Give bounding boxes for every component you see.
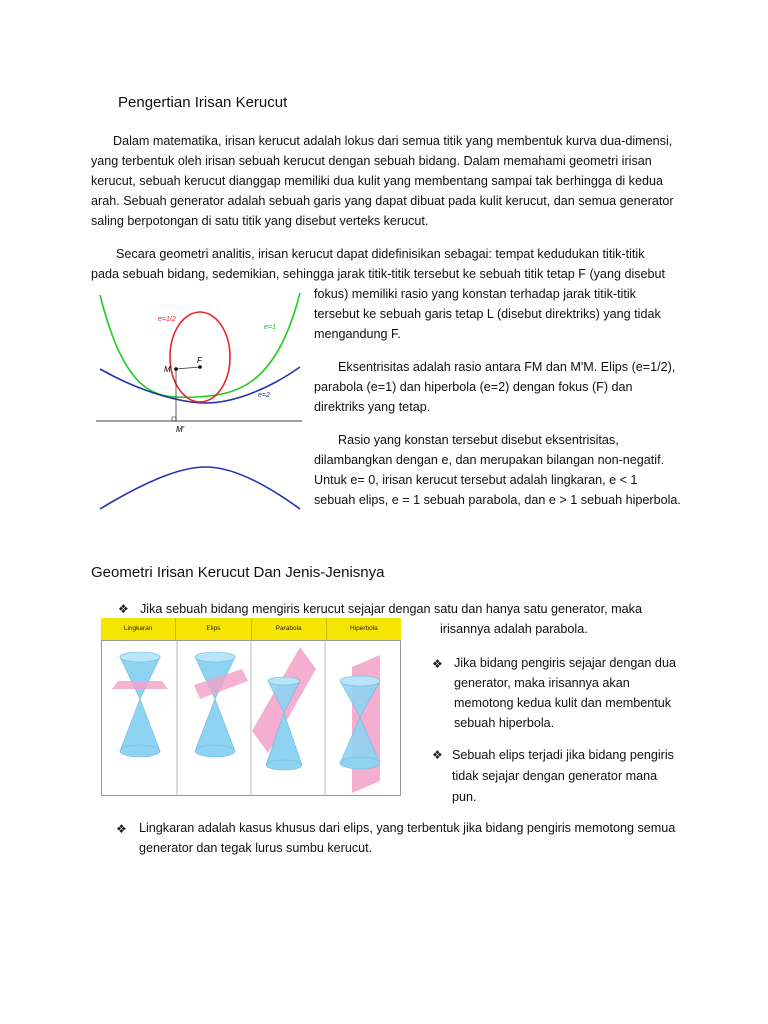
paragraph3-line: parabola (e=1) dan hiperbola (e=2) dengan fokus (F) dan bbox=[314, 380, 633, 394]
label-hyperbola: e=2 bbox=[258, 392, 270, 399]
paragraph2-line: mengandung F. bbox=[314, 327, 401, 341]
table-body bbox=[101, 640, 401, 796]
cones-illustration bbox=[102, 641, 400, 795]
bullet2-line: Jika bidang pengiris sejajar dengan dua bbox=[454, 656, 676, 670]
bullet2-line: generator, maka irisannya akan bbox=[454, 676, 630, 690]
bullet1-line: Jika sebuah bidang mengiris kerucut sejajar dengan satu dan hanya satu generator, maka bbox=[140, 602, 642, 616]
paragraph3-line: Eksentrisitas adalah rasio antara FM dan M'M. Elips (e=1/2), bbox=[338, 360, 676, 374]
bullet-marker: ❖ bbox=[432, 657, 443, 671]
label-ellipse: e=1/2 bbox=[158, 316, 176, 323]
header-hiperbola: Hiperbola bbox=[349, 625, 378, 632]
paragraph1-line: yang terbentuk oleh irisan sebuah kerucut dengan sebuah bidang. Dalam memahami geometri irisan bbox=[91, 154, 652, 168]
hyperbola-upper-branch bbox=[100, 367, 300, 403]
paragraph4-line: Rasio yang konstan tersebut disebut eksentrisitas, bbox=[338, 433, 619, 447]
paragraph4-line: Untuk e= 0, irisan kerucut tersebut adalah lingkaran, e < 1 bbox=[314, 473, 638, 487]
paragraph1-line: Dalam matematika, irisan kerucut adalah lokus dari semua titik yang membentuk kurva dua-dimensi, bbox=[113, 134, 673, 148]
label-parabola: e=1 bbox=[264, 324, 276, 331]
header-lingkaran: Lingkaran bbox=[101, 618, 176, 640]
table-header bbox=[101, 618, 401, 640]
segment-fm bbox=[176, 367, 200, 369]
conic-sections-table-figure bbox=[101, 618, 401, 798]
bullet3-line: pun. bbox=[452, 790, 477, 804]
bullet3-line: tidak sejajar dengan generator mana bbox=[452, 769, 658, 783]
focus-point bbox=[198, 365, 202, 369]
cone-parabola bbox=[252, 647, 316, 770]
label-point-m: M bbox=[164, 365, 171, 374]
bullet-marker: ❖ bbox=[432, 748, 443, 762]
cone-hyperbola bbox=[340, 655, 380, 793]
header-elips: Elips bbox=[176, 618, 251, 640]
right-angle-marker bbox=[172, 417, 176, 421]
paragraph2-line: pada sebuah bidang, sedemikian, sehingga jarak titik-titik tersebut ke sebuah titik tetap F (yang disebut bbox=[91, 267, 666, 281]
paragraph4-line: sebuah elips, e = 1 sebuah parabola, dan e > 1 sebuah hiperbola. bbox=[314, 493, 681, 507]
parabola-curve bbox=[100, 293, 300, 397]
paragraph2-line: tersebut ke sebuah garis tetap L (disebut direktriks) yang tidak bbox=[314, 307, 661, 321]
label-focus: F bbox=[197, 356, 202, 365]
paragraph1-line: arah. Sebuah generator adalah sebuah garis yang dapat dibuat pada kulit kerucut, dan semua generator bbox=[91, 194, 674, 208]
cone-circle bbox=[112, 652, 168, 757]
paragraph3-line: direktriks yang tetap. bbox=[314, 400, 431, 414]
paragraph4-line: dilambangkan dengan e, dan merupakan bilangan non-negatif. bbox=[314, 453, 665, 467]
paragraph2-line: fokus) memiliki rasio yang konstan terhadap jarak titik-titik bbox=[314, 287, 636, 301]
label-point-m-prime: M' bbox=[176, 425, 185, 434]
section-heading-pengertian: Pengertian Irisan Kerucut bbox=[118, 94, 288, 111]
hyperbola-lower-branch bbox=[100, 467, 300, 509]
bullet4-line: Lingkaran adalah kasus khusus dari elips, yang terbentuk jika bidang pengiris memotong semua bbox=[139, 821, 676, 835]
paragraph1-line: saling berpotongan di satu titik yang disebut verteks kerucut. bbox=[91, 214, 429, 228]
paragraph2-line: Secara geometri analitis, irisan kerucut dapat didefinisikan sebagai: tempat kedudukan titik-titik bbox=[116, 247, 645, 261]
bullet1-line: irisannya adalah parabola. bbox=[440, 622, 588, 636]
bullet2-line: memotong kedua kulit dan membentuk bbox=[454, 696, 672, 710]
bullet2-line: sebuah hiperbola. bbox=[454, 716, 555, 730]
bullet3-line: Sebuah elips terjadi jika bidang pengiris bbox=[452, 748, 674, 762]
bullet-marker: ❖ bbox=[118, 602, 129, 616]
header-parabola: Parabola bbox=[252, 618, 327, 640]
bullet-marker: ❖ bbox=[116, 822, 127, 836]
cone-ellipse bbox=[194, 652, 248, 757]
section-heading-geometri: Geometri Irisan Kerucut Dan Jenis-Jenisnya bbox=[91, 564, 385, 581]
paragraph1-line: kerucut, sebuah kerucut dianggap memiliki dua kulit yang membentang sampai tak berhingga di kedua bbox=[91, 174, 663, 188]
point-m bbox=[174, 367, 178, 371]
bullet4-line: generator dan tegak lurus sumbu kerucut. bbox=[139, 841, 373, 855]
conic-eccentricity-figure bbox=[96, 287, 306, 515]
